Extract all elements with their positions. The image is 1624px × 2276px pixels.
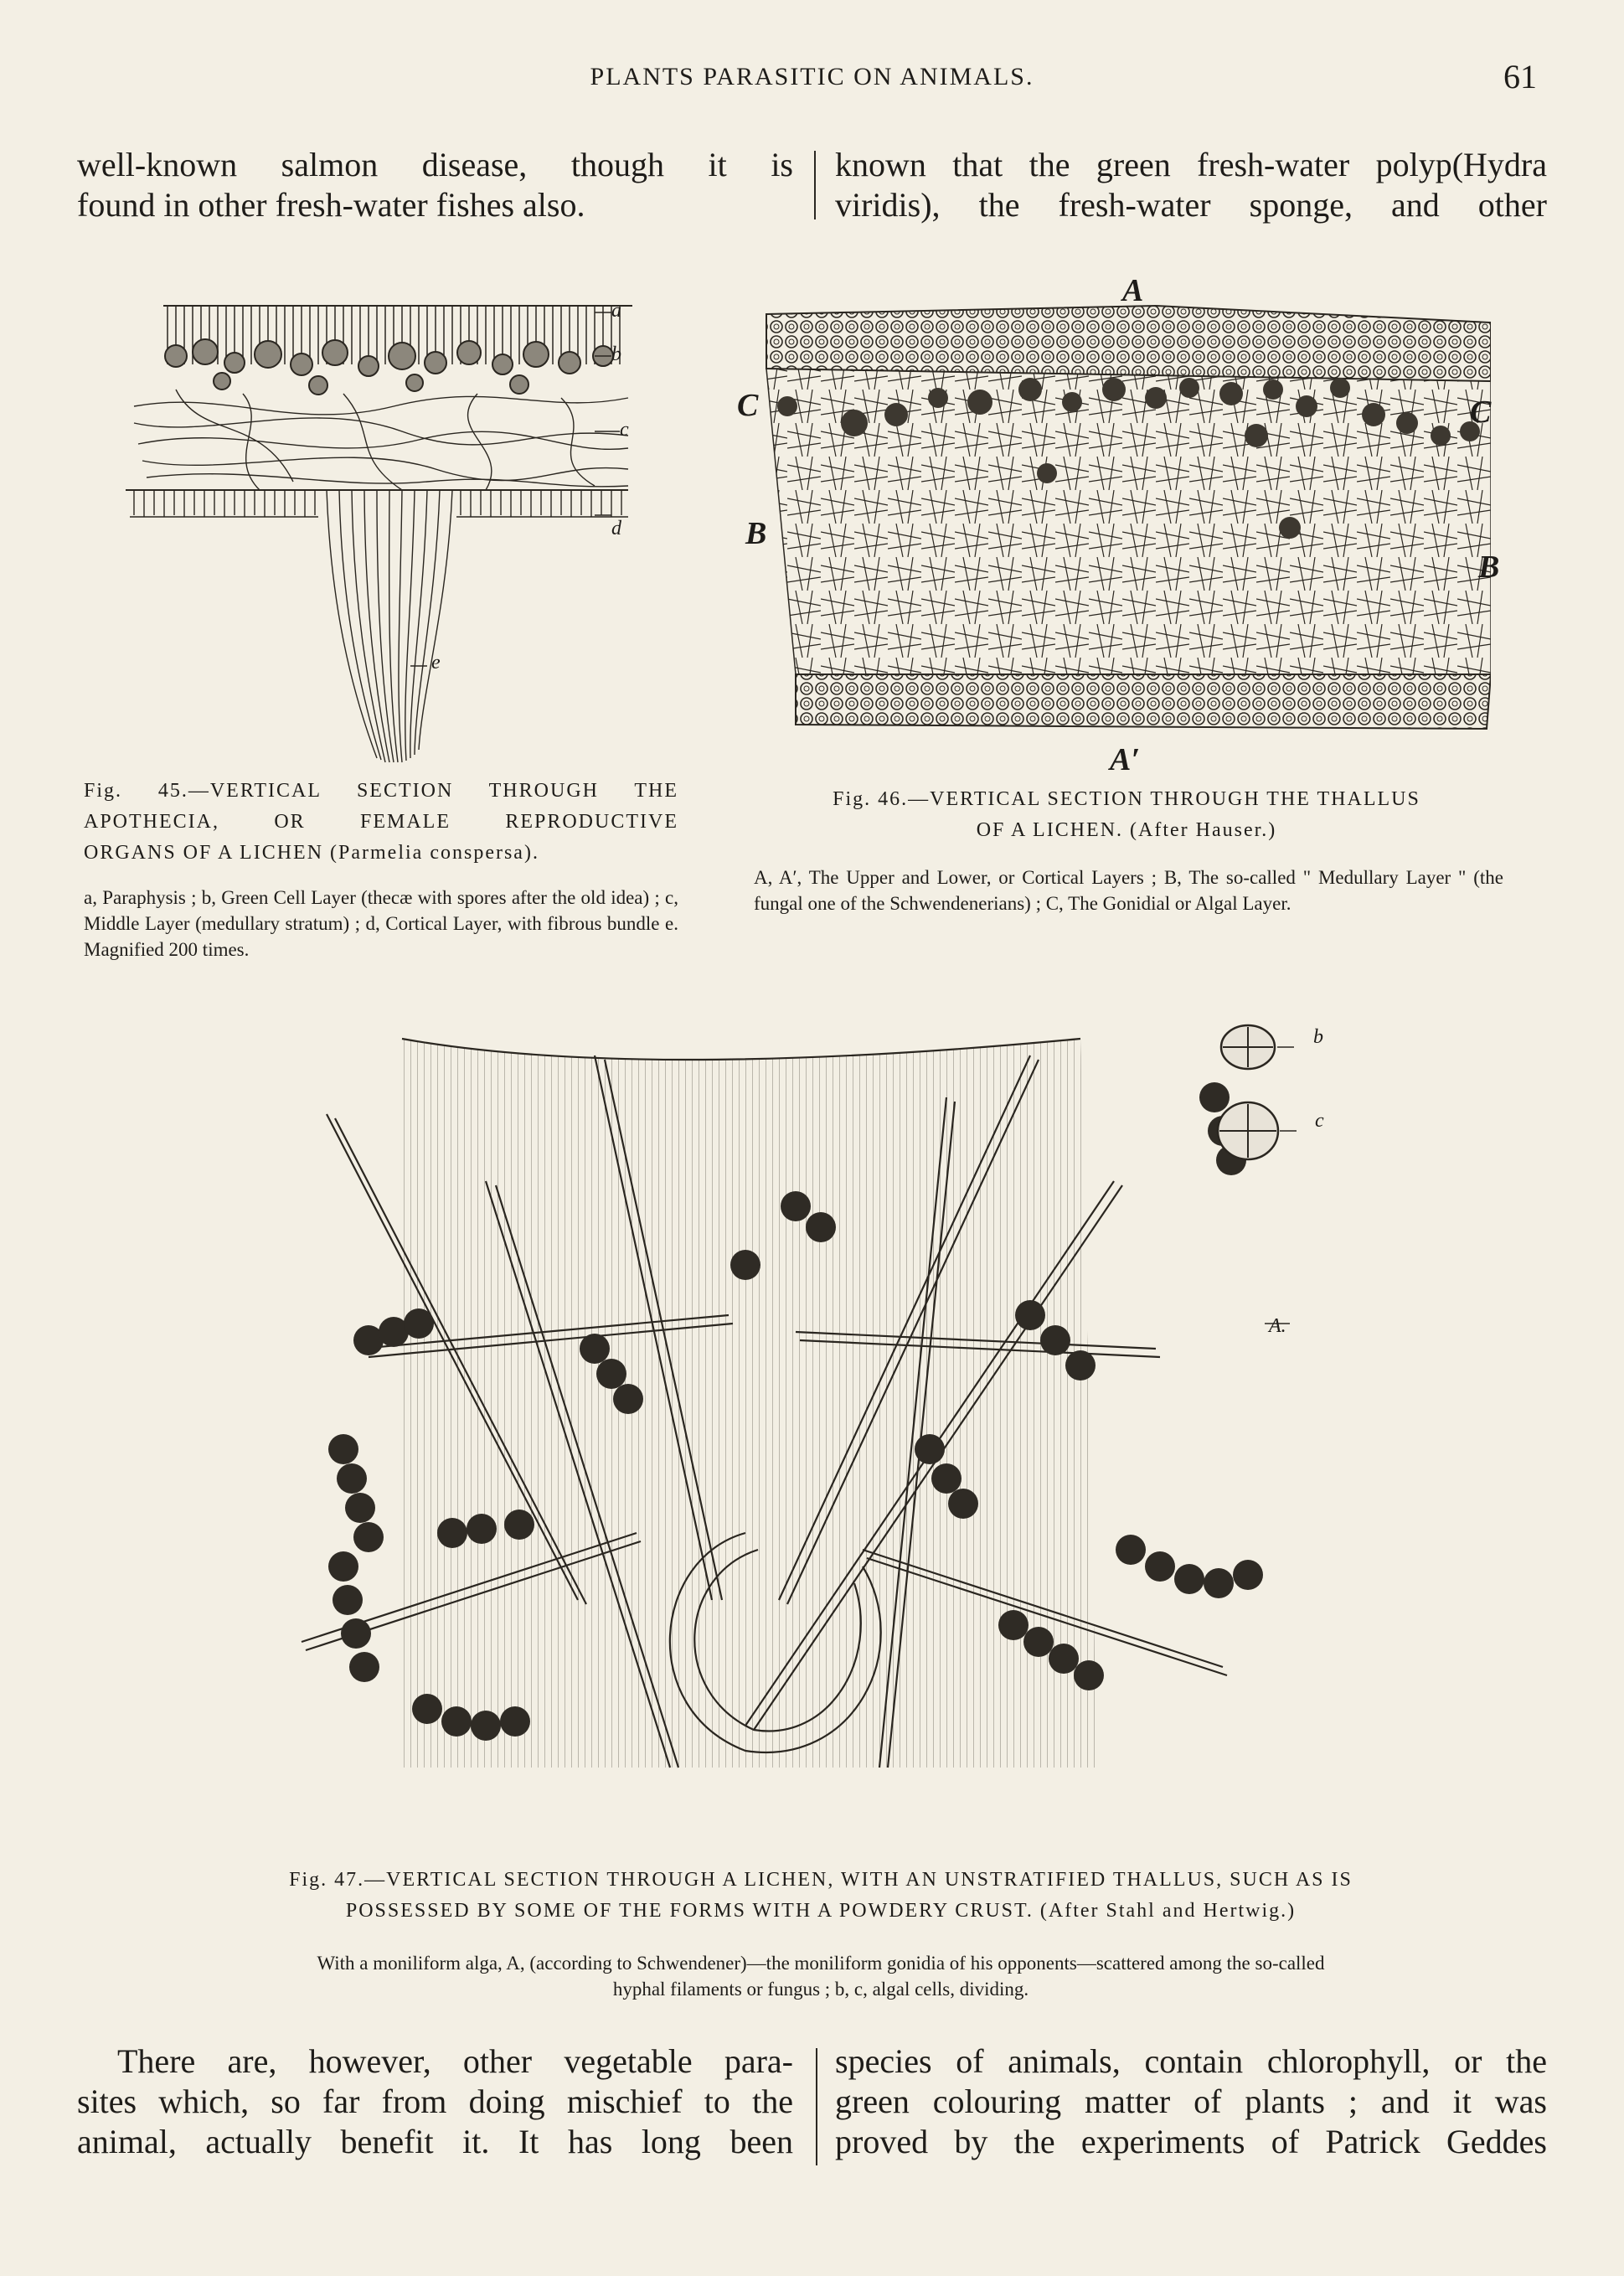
text-line: found in other fresh-water fishes also. — [77, 186, 585, 224]
fig46-caption-desc: A, A′, The Upper and Lower, or Cortical Layers ; B, The so-called " Medullary Layer " (the fungal one of the Schwendenerians) ; C, The Gonidial or Algal Layer. — [754, 867, 1503, 914]
figure-46-illustration — [754, 289, 1491, 741]
text-line: animal, actually benefit it. It has long been — [77, 2123, 793, 2160]
caption-line: Fig. 47.—VERTICAL SECTION THROUGH A LICHEN, WITH AN UNSTRATIFIED THALLUS, SUCH AS IS — [289, 1869, 1353, 1891]
fig45-label-d: d — [611, 518, 621, 539]
fig46-label-medulla-left: B — [745, 516, 767, 551]
top-left-column — [77, 145, 793, 225]
caption-line: hyphal filaments or fungus ; b, c, algal cells, dividing. — [612, 1979, 1029, 2000]
text-line: species of animals, contain chlorophyll, or the — [835, 2042, 1547, 2080]
fig45-caption-desc: a, Paraphysis ; b, Green Cell Layer (thecæ with spores after the old idea) ; c, Middle Layer (medullary stratum) ; d, Cortical Layer, with fibrous bundle e. Magnified 200 times. — [84, 887, 678, 960]
fig46-label-upper-cortex: A — [1122, 273, 1144, 308]
fig46-label-medulla-right: B — [1478, 550, 1500, 585]
text-line: viridis), the fresh-water sponge, and other — [835, 186, 1547, 224]
fig46-caption-title — [779, 784, 1474, 846]
caption-line: Fig. 45.—VERTICAL SECTION THROUGH THE — [84, 780, 678, 802]
text-line: sites which, so far from doing mischief to the — [77, 2082, 793, 2120]
fig47-label-c: c — [1315, 1110, 1324, 1132]
figure-47-illustration — [276, 1014, 1357, 1843]
text-line: well-known salmon disease, though it is — [77, 146, 793, 183]
text-line: There are, however, other vegetable para- — [117, 2042, 793, 2080]
column-rule — [814, 151, 816, 219]
text-line: green colouring matter of plants ; and it was — [835, 2082, 1547, 2120]
figure-45-illustration — [126, 289, 645, 766]
caption-line: With a moniliform alga, A, (according to Schwendener)—the moniliform gonidia of his opponents—scattered among the so-called — [317, 1953, 1325, 1974]
caption-line: ORGANS OF A LICHEN (Parmelia conspersa). — [84, 842, 539, 864]
fig45-label-e: e — [431, 652, 441, 674]
fig45-caption-title — [84, 776, 678, 869]
top-right-column — [835, 145, 1547, 225]
fig47-label-A: A. — [1269, 1315, 1286, 1337]
text-line: proved by the experiments of Patrick Geddes — [835, 2123, 1547, 2160]
fig45-label-b: b — [611, 343, 621, 365]
fig46-label-algal-layer-right: C — [1470, 395, 1492, 430]
caption-line: Fig. 46.—VERTICAL SECTION THROUGH THE THALLUS — [833, 788, 1420, 810]
page-number: 61 — [1503, 58, 1537, 95]
running-head: PLANTS PARASITIC ON ANIMALS. — [590, 63, 1034, 90]
fig47-caption-desc — [117, 1950, 1524, 2002]
text-line: known that the green fresh-water polyp(Hydra — [835, 146, 1547, 183]
caption-line: POSSESSED BY SOME OF THE FORMS WITH A POWDERY CRUST. (After Stahl and Hertwig.) — [345, 1900, 1297, 1922]
bottom-right-column — [835, 2041, 1547, 2162]
fig46-label-algal-layer-left: C — [737, 388, 759, 423]
caption-line: OF A LICHEN. (After Hauser.) — [976, 819, 1277, 841]
column-rule — [816, 2048, 817, 2165]
fig45-label-c: c — [620, 419, 629, 441]
fig45-label-a: a — [611, 300, 621, 322]
fig47-caption-title — [134, 1865, 1508, 1927]
bottom-left-column — [77, 2041, 793, 2162]
fig47-label-b: b — [1313, 1026, 1323, 1048]
caption-line: APOTHECIA, OR FEMALE REPRODUCTIVE — [84, 811, 678, 833]
fig46-label-lower-cortex: A′ — [1110, 742, 1141, 777]
